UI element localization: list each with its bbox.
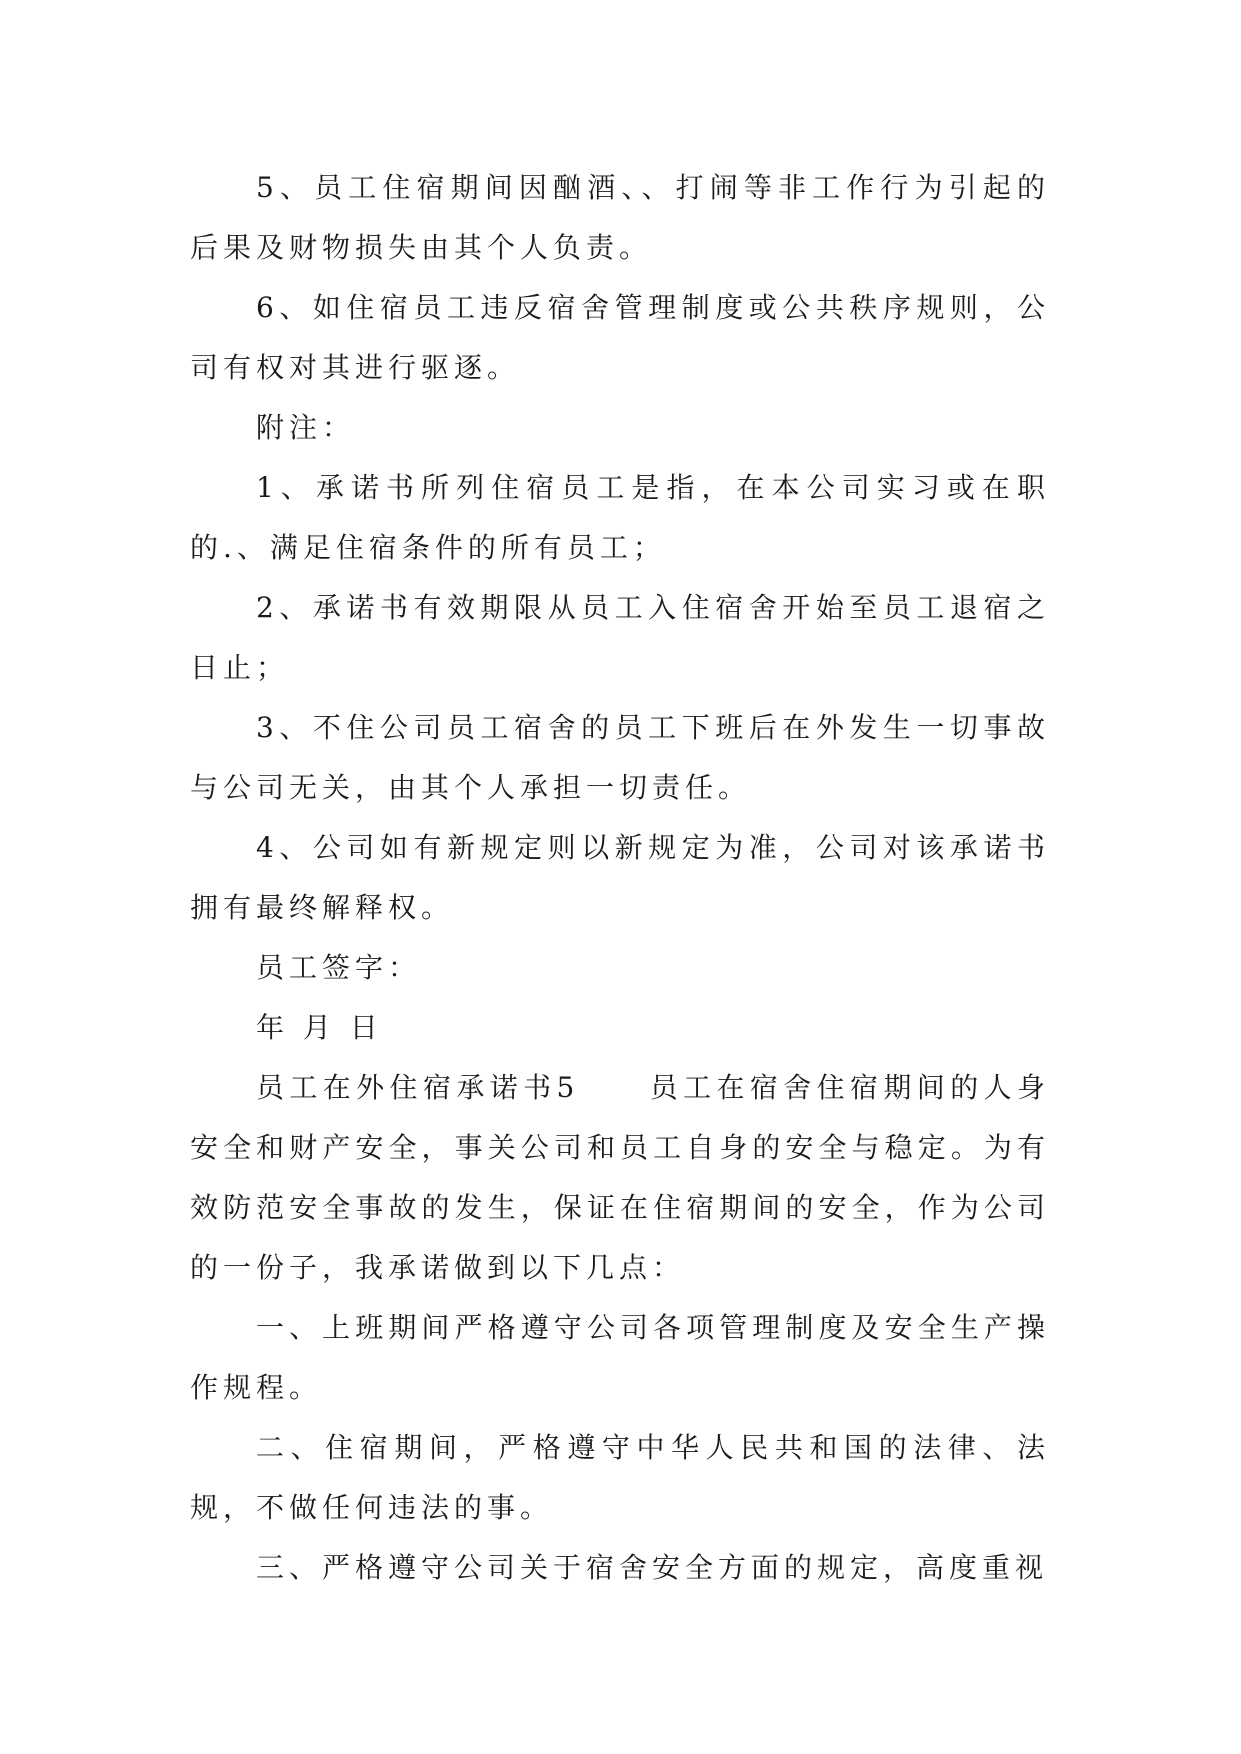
document-body bbox=[190, 158, 1050, 1598]
note-item-1: 1、承诺书所列住宿员工是指，在本公司实习或在职的.、满足住宿条件的所有员工； bbox=[190, 471, 1050, 564]
signature-line: 员工签字： bbox=[256, 951, 422, 984]
note-item-2: 2、承诺书有效期限从员工入住宿舍开始至员工退宿之日止； bbox=[190, 591, 1050, 684]
note-item-3: 3、不住公司员工宿舍的员工下班后在外发生一切事故与公司无关，由其个人承担一切责任。 bbox=[190, 711, 1050, 804]
note-item-4: 4、公司如有新规定则以新规定为准，公司对该承诺书拥有最终解释权。 bbox=[190, 831, 1050, 924]
pledge-item-3: 三、严格遵守公司关于宿舍安全方面的规定，高度重视 bbox=[256, 1551, 1049, 1584]
section-paragraph bbox=[190, 1058, 1050, 1298]
note-heading: 附注： bbox=[256, 411, 356, 444]
paragraph-5: 5、员工住宿期间因酗酒、、打闹等非工作行为引起的后果及财物损失由其个人负责。 bbox=[190, 171, 1050, 264]
pledge-item-1: 一、上班期间严格遵守公司各项管理制度及安全生产操作规程。 bbox=[190, 1311, 1050, 1404]
pledge-item-2: 二、住宿期间，严格遵守中华人民共和国的法律、法规，不做任何违法的事。 bbox=[190, 1431, 1050, 1524]
paragraph-6: 6、如住宿员工违反宿舍管理制度或公共秩序规则，公司有权对其进行驱逐。 bbox=[190, 291, 1050, 384]
section-intro: 员工在宿舍住宿期间的人身安全和财产安全，事关公司和员工自身的安全与稳定。为有效防范安全事故的发生，保证在住宿期间的安全，作为公司的一份子，我承诺做到以下几点： bbox=[190, 1071, 1050, 1284]
section-title: 员工在外住宿承诺书5 bbox=[256, 1071, 580, 1104]
date-line: 年 月 日 bbox=[256, 1011, 383, 1044]
